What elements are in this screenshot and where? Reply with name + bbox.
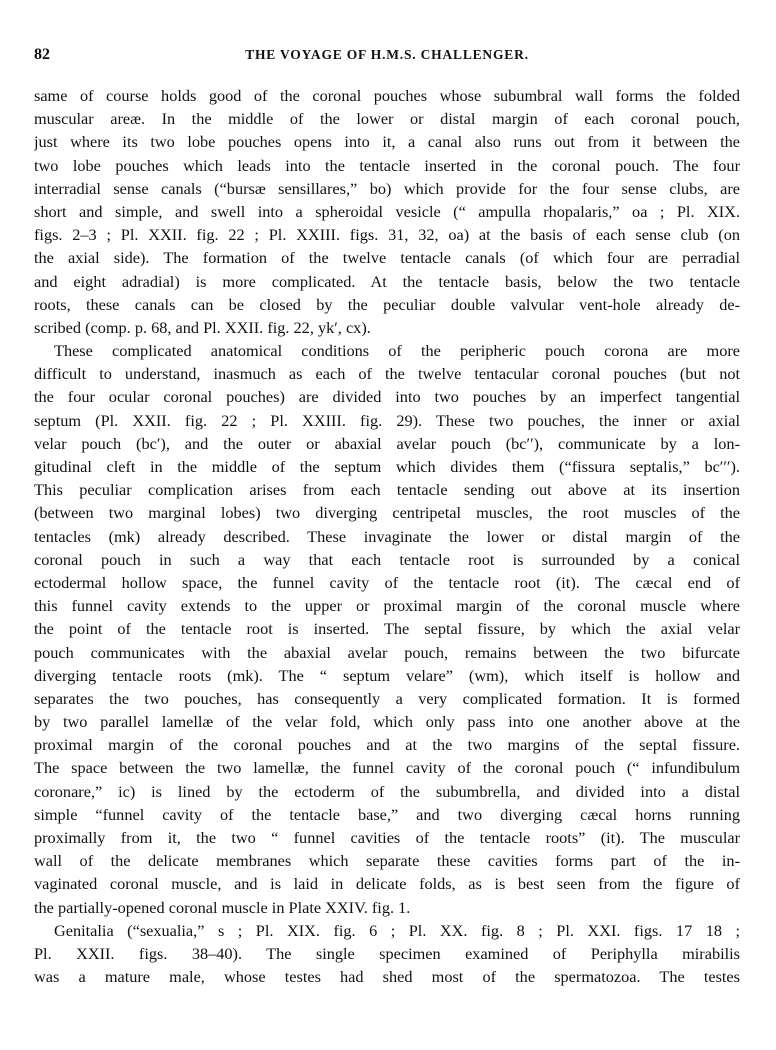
text-line: the partially-opened coronal muscle in Plate XXIV. fig. 1.: [34, 897, 411, 917]
text-line: This peculiar complication arises from each tentacle sending out above at its insertion: [34, 480, 740, 500]
text-line: figs. 2–3 ; Pl. XXII. fig. 22 ; Pl. XXIII. figs. 31, 32, oa) at the basis of each sense club (on: [34, 225, 740, 245]
text-line: coronare,” ic) is lined by the ectoderm of the subumbrella, and divided into a distal: [34, 781, 740, 801]
paragraph-1: [34, 84, 740, 339]
text-line: coronal pouch in such a way that each tentacle root is surrounded by a conical: [34, 549, 740, 569]
body-text: [34, 84, 740, 988]
text-line: tentacles (mk) already described. These invaginate the lower or distal margin of the: [34, 526, 740, 546]
text-line: the axial side). The formation of the twelve tentacle canals (of which four are perradial: [34, 248, 740, 268]
text-line: (between two marginal lobes) two diverging centripetal muscles, the root muscles of the: [34, 503, 740, 523]
text-line: pouch communicates with the abaxial avelar pouch, remains between the two bifurcate: [34, 642, 740, 662]
paragraph-2: [34, 339, 740, 919]
text-line: by two parallel lamellæ of the velar fold, which only pass into one another above at the: [34, 712, 740, 732]
text-line: scribed (comp. p. 68, and Pl. XXII. fig. 22, yk′, cx).: [34, 317, 371, 337]
text-line: the four ocular coronal pouches) are divided into two pouches by an imperfect tangential: [34, 387, 740, 407]
page-header: [34, 46, 740, 68]
text-line: The space between the two lamellæ, the funnel cavity of the coronal pouch (“ infundibulum: [34, 758, 740, 778]
text-line: this funnel cavity extends to the upper or proximal margin of the coronal muscle where: [34, 596, 740, 616]
text-line: difficult to understand, inasmuch as each of the twelve tentacular coronal pouches (but not: [34, 364, 740, 384]
text-line: wall of the delicate membranes which separate these cavities forms part of the in-: [34, 851, 740, 871]
text-line: and eight adradial) is more complicated. At the tentacle basis, below the two tentacle: [34, 271, 740, 291]
text-line: separates the two pouches, has consequently a very complicated formation. It is formed: [34, 688, 740, 708]
text-line: short and simple, and swell into a spheroidal vesicle (“ ampulla rhopalaris,” oa ; Pl. XIX.: [34, 201, 740, 221]
text-line: These complicated anatomical conditions of the peripheric pouch corona are more: [54, 341, 740, 361]
text-line: diverging tentacle roots (mk). The “ septum velare” (wm), which itself is hollow and: [34, 665, 740, 685]
text-line: roots, these canals can be closed by the peculiar double valvular vent-hole already de-: [34, 294, 740, 314]
text-line: interradial sense canals (“bursæ sensillares,” bo) which provide for the four sense clubs, are: [34, 178, 740, 198]
text-line: ectodermal hollow space, the funnel cavity of the tentacle root (it). The cæcal end of: [34, 572, 740, 592]
text-line: proximally from it, the two “ funnel cavities of the tentacle roots” (it). The muscular: [34, 828, 740, 847]
text-line: two lobe pouches which leads into the tentacle inserted in the coronal pouch. The four: [34, 155, 740, 175]
paragraph-3: [34, 919, 740, 989]
text-line: Pl. XXII. figs. 38–40). The single specimen examined of Periphylla mirabilis: [34, 943, 740, 963]
text-line: vaginated coronal muscle, and is laid in delicate folds, as is best seen from the figure of: [34, 874, 740, 894]
text-line: simple “funnel cavity of the tentacle base,” and two diverging cæcal horns running: [34, 804, 740, 824]
text-line: septum (Pl. XXII. fig. 22 ; Pl. XXIII. fig. 29). These two pouches, the inner or axial: [34, 410, 740, 430]
running-title: THE VOYAGE OF H.M.S. CHALLENGER.: [245, 47, 529, 62]
text-line: velar pouch (bc′), and the outer or abaxial avelar pouch (bc′′), communicate by a lon-: [34, 433, 740, 453]
text-line: was a mature male, whose testes had shed most of the spermatozoa. The testes: [34, 967, 740, 987]
text-line: same of course holds good of the coronal pouches whose subumbral wall forms the folded: [34, 86, 740, 105]
text-line: just where its two lobe pouches opens into it, a canal also runs out from it between the: [34, 132, 740, 152]
text-line: gitudinal cleft in the middle of the septum which divides them (“fissura septalis,” bc′′′).: [34, 457, 740, 476]
page-number: 82: [34, 46, 50, 63]
text-line: the point of the tentacle root is inserted. The septal fissure, by which the axial velar: [34, 619, 740, 639]
text-line: proximal margin of the coronal pouches and at the two margins of the septal fissure.: [34, 735, 740, 755]
text-line: muscular areæ. In the middle of the lower or distal margin of each coronal pouch,: [34, 109, 740, 129]
text-line: Genitalia (“sexualia,” s ; Pl. XIX. fig. 6 ; Pl. XX. fig. 8 ; Pl. XXI. figs. 17 18 ;: [54, 920, 740, 940]
